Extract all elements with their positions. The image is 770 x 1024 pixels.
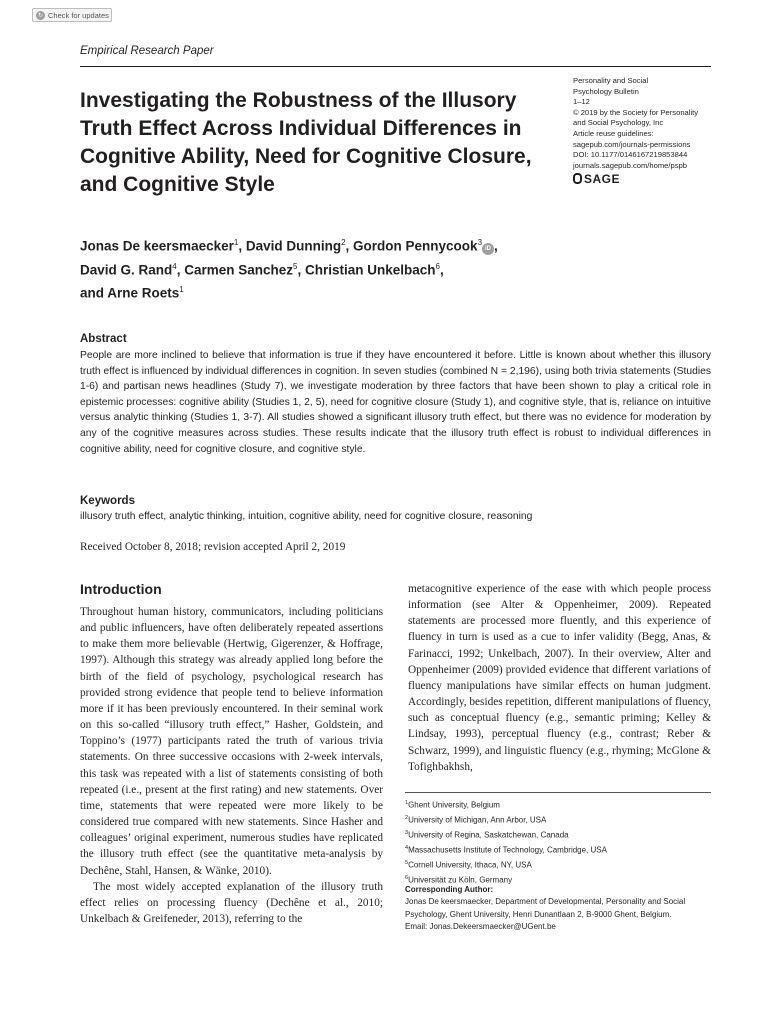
badge-label: Check for updates <box>48 10 109 20</box>
corresponding-author <box>405 884 711 933</box>
affiliation-item: $^3$University of Regina, Saskatchewan, Canada <box>405 829 569 840</box>
body-paragraph: The most widely accepted explanation of the illusory truth effect relies on processing fluency (Dechêne et al., 2010; Unkelbach & Greifeneder, 2013), referring to the <box>80 880 383 925</box>
introduction-heading: Introduction <box>80 581 162 597</box>
body-column-right <box>408 581 711 775</box>
update-icon: ↻ <box>37 12 44 19</box>
author-affiliation: 6 <box>435 261 440 271</box>
corresponding-heading: Corresponding Author: <box>405 885 494 894</box>
author-list: Jonas De keersmaecker$^1$, David Dunning$^2$, Gordon Pennycook$^3$iD , David G. Rand$^4$, Carmen Sanchez$^5$, Christian Unkelbach$^6$, and Arne Roets$^1$ <box>80 238 498 301</box>
journal-line: and Social Psychology, Inc <box>573 118 664 128</box>
author-name: Jonas De keersmaecker <box>80 238 234 254</box>
header-rule <box>80 66 711 67</box>
author-name: Arne Roets <box>107 285 180 301</box>
check-for-updates-badge[interactable] <box>32 8 112 22</box>
author-affiliation: 3 <box>477 238 483 247</box>
journal-line: © 2019 by the Society for Personality <box>573 107 699 117</box>
affiliation-item: $^2$University of Michigan, Ann Arbor, USA <box>405 814 547 825</box>
abstract-text: People are more inclined to believe that information is true if they have encountered it before. Little is known about whether this illusory truth effect is influenced by individual differences in cognition. In seven studies (combined N = 2,196), using both trivia statements (Studies 1-6) and partisan news headlines (Study 7), we investigate moderation by three factors that have been shown to play a critical role in epistemic processes: cognitive ability (Studies 1, 2, 5), need for cognitive closure (Study 1), and cognitive style, that is, reliance on intuitive versus analytic thinking (Studies 1, 3-7). All studies showed a significant illusory truth effect, but there was no evidence for moderation by any of the cognitive measures across studies. These results indicate that the illusory truth effect is robust to individual differences in cognitive ability, need for cognitive closure, and cognitive style. <box>80 350 711 455</box>
publisher-name: SAGE <box>584 171 621 186</box>
affiliation-item: $^1$Ghent University, Belgium <box>405 800 500 810</box>
author-affiliation: 1 <box>233 238 239 247</box>
affiliation-item: $^4$Massachusetts Institute of Technology, Cambridge, USA <box>405 844 607 855</box>
keywords-text: illusory truth effect, analytic thinking, intuition, cognitive ability, need for cognitive closure, reasoning <box>80 511 533 522</box>
corresponding-email[interactable]: Email: Jonas.Dekeersmaecker@UGent.be <box>405 921 556 931</box>
author-name: Gordon Pennycook <box>353 238 478 254</box>
publisher-logo <box>573 173 713 184</box>
journal-info <box>573 76 713 184</box>
sage-icon <box>573 173 582 184</box>
journal-line: Personality and Social <box>573 76 649 85</box>
affiliation-footnotes <box>405 797 711 887</box>
author-affiliation: 2 <box>341 238 346 247</box>
author-affiliation: 5 <box>293 261 298 271</box>
journal-line: sagepub.com/journals-permissions <box>573 139 691 149</box>
author-affiliation: 4 <box>172 261 177 271</box>
journal-line: Article reuse guidelines: <box>573 128 654 138</box>
author-affiliation: 1 <box>179 285 184 294</box>
footnote-rule <box>405 792 711 793</box>
author-name: Carmen Sanchez <box>184 262 294 277</box>
author-name: David G. Rand <box>80 262 173 277</box>
body-paragraph: Throughout human history, communicators, including politicians and public influencers, have often deliberately repeated assertions to make them more believable (Hertwig, Gigerenzer, & Hoffrage, 1997). Although this strategy was already applied long before the birth of the field of psychology, psychological research has provided strong evidence that people tend to believe information more if it has been previously encountered. In their seminal work on this so-called “illusory truth effect,” Hasher, Goldstein, and Toppino’s (1977) participants rated the truth of various trivia statements. On three successive occasions with 2-week intervals, this task was repeated with a list of statements consisting of both repeated (i.e., present at the first rating) and new statements. Over time, statements that were repeated were more likely to be considered true compared with new statements. Since Hasher and colleagues’ original experiment, numerous studies have replicated the illusory truth effect (see the quantitative meta-analysis by Dechêne, Stahl, Hansen, & Wänke, 2010). <box>80 606 383 877</box>
author-name: Christian Unkelbach <box>305 262 436 277</box>
corresponding-address: Jonas De keersmaecker, Department of Developmental, Personality and Social Psychology, Ghent University, Henri Dunantlaan 2, B-9000 Ghent, Belgium. <box>405 897 686 919</box>
body-paragraph: metacognitive experience of the ease with which people process information (see Alter & Oppenheimer, 2009). Repeated statements are processed more fluently, and this experience of fluency in turn is used as a cue to infer validity (Begg, Anas, & Farinacci, 1992; Unkelbach, 2007). In their overview, Alter and Oppenheimer (2009) provided evidence that different variations of fluency manipulations have similar effects on human judgment. Accordingly, besides repetition, different manipulations of fluency, such as conceptual fluency (e.g., semantic priming; Kelley & Lindsay, 1993), perceptual fluency (e.g., contrast; Reber & Schwarz, 1999), and linguistic fluency (e.g., rhyming; McGlone & Tofighbakhsh, <box>408 583 711 773</box>
journal-line: 1–12 <box>573 97 590 107</box>
received-date: Received October 8, 2018; revision accepted April 2, 2019 <box>80 541 346 553</box>
abstract-heading: Abstract <box>80 333 127 345</box>
author-name: David Dunning <box>245 238 342 254</box>
affiliation-item: $^5$Cornell University, Ithaca, NY, USA <box>405 859 532 870</box>
keywords-heading: Keywords <box>80 495 135 507</box>
paper-title: Investigating the Robustness of the Illusory Truth Effect Across Individual Differences in Cognitive Ability, Need for Cognitive Closure, and Cognitive Style <box>80 89 532 196</box>
journal-line: DOI: 10.1177/0146167219853844 <box>573 150 688 160</box>
body-column-left <box>80 604 383 927</box>
journal-line: journals.sagepub.com/home/pspb <box>573 160 687 170</box>
section-label: Empirical Research Paper <box>80 45 214 57</box>
affiliation-item: $^6$Universität zu Köln, Germany <box>405 874 513 885</box>
orcid-icon[interactable]: iD <box>482 243 494 255</box>
journal-line: Psychology Bulletin <box>573 86 639 96</box>
